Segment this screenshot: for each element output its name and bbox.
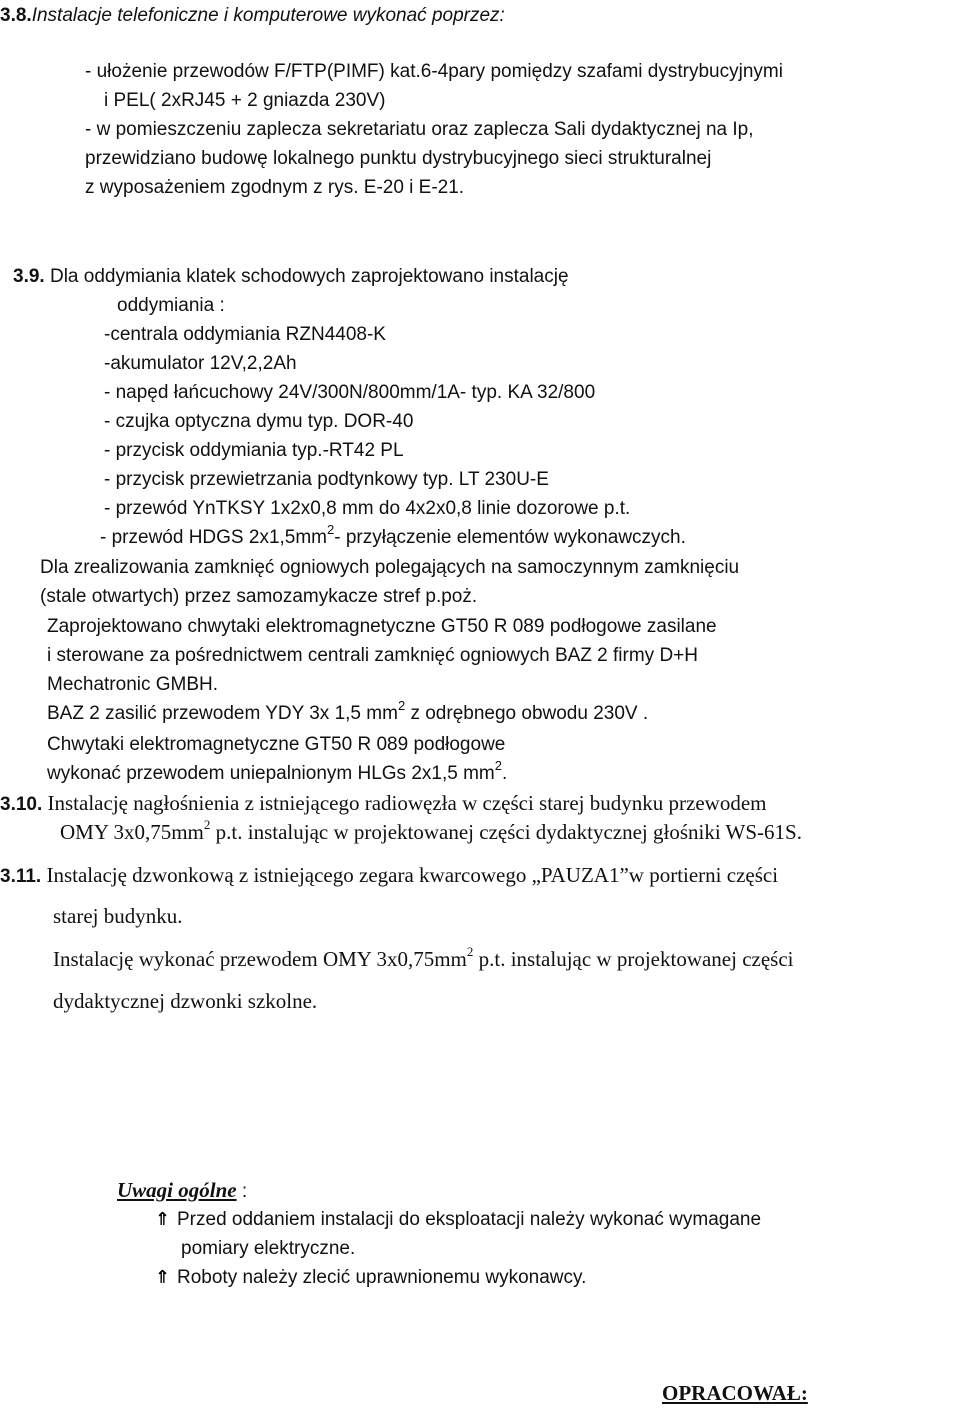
text: - przyłączenie elementów wykonawczych. — [334, 527, 686, 548]
section-3-11 — [0, 863, 778, 889]
text: Instalację nagłośnienia z istniejącego radiowęzła w części starej budynku przewodem — [47, 791, 767, 815]
list-item: - napęd łańcuchowy 24V/300N/800mm/1A- typ. KA 32/800 — [104, 382, 596, 403]
text: wykonać przewodem uniepalnionym HLGs 2x1,5 mm — [47, 763, 495, 784]
text-line: i PEL( 2xRJ45 + 2 gniazda 230V) — [104, 90, 386, 111]
text-line — [47, 697, 649, 726]
superscript: 2 — [203, 817, 211, 832]
text-line: (stale otwartych) przez samozamykacze stref p.poż. — [40, 586, 478, 607]
up-arrow-icon: ⇑ — [155, 1267, 171, 1288]
section-title: Instalacje telefoniczne i komputerowe wykonać poprzez: — [31, 5, 505, 26]
section-3-10 — [0, 791, 766, 817]
text-line: - w pomieszczeniu zaplecza sekretariatu oraz zaplecza Sali dydaktycznej na Ip, — [85, 119, 754, 140]
remark-item — [155, 1266, 586, 1290]
text-line: pomiary elektryczne. — [181, 1238, 356, 1259]
text-line: z wyposażeniem zgodnym z rys. E-20 i E-21. — [85, 177, 465, 198]
text-line: dydaktycznej dzwonki szkolne. — [53, 989, 318, 1013]
superscript: 2 — [327, 521, 335, 537]
section-number: 3.9. — [13, 266, 45, 287]
text: Roboty należy zlecić uprawnionemu wykonawcy. — [177, 1267, 587, 1288]
text: - przewód HDGS 2x1,5mm — [100, 527, 328, 548]
text: BAZ 2 zasilić przewodem YDY 3x 1,5 mm — [47, 703, 398, 724]
remarks-title: Uwagi ogólne — [117, 1178, 237, 1202]
colon: : — [236, 1181, 248, 1202]
section-3-8-heading — [0, 4, 505, 28]
text: OMY 3x0,75mm — [60, 820, 204, 844]
text-line: starej budynku. — [53, 904, 183, 928]
text-line: Zaprojektowano chwytaki elektromagnetyczne GT50 R 089 podłogowe zasilane — [47, 616, 717, 637]
text-line — [60, 817, 802, 844]
text-line — [47, 757, 508, 786]
list-item: - przycisk oddymiania typ.-RT42 PL — [104, 440, 404, 461]
superscript: 2 — [397, 697, 406, 713]
text-line: przewidziano budowę lokalnego punktu dystrybucyjnego sieci strukturalnej — [85, 148, 712, 169]
intro-text: Dla oddymiania klatek schodowych zaprojektowano instalację — [49, 266, 569, 287]
text-line: i sterowane za pośrednictwem centrali zamknięć ogniowych BAZ 2 firmy D+H — [47, 645, 699, 666]
remarks-heading — [117, 1178, 247, 1204]
text: z odrębnego obwodu 230V . — [405, 703, 649, 724]
text-line: - ułożenie przewodów F/FTP(PIMF) kat.6-4pary pomiędzy szafami dystrybucyjnymi — [85, 61, 783, 82]
text-line: Mechatronic GMBH. — [47, 674, 219, 695]
section-number: 3.8. — [0, 5, 32, 26]
section-number: 3.11. — [0, 866, 42, 887]
text-line: Chwytaki elektromagnetyczne GT50 R 089 podłogowe — [47, 734, 506, 755]
list-item: - przycisk przewietrzania podtynkowy typ. LT 230U-E — [104, 469, 549, 490]
list-item — [100, 521, 686, 550]
section-3-9-intro — [13, 265, 569, 289]
text: p.t. instalując w projektowanej części dydaktycznej głośniki WS-61S. — [210, 820, 802, 844]
text: Instalację dzwonkową z istniejącego zegara kwarcowego „PAUZA1”w portierni części — [46, 863, 779, 887]
text: Instalację wykonać przewodem OMY 3x0,75mm — [53, 947, 467, 971]
text: . — [502, 763, 508, 784]
list-item: -centrala oddymiania RZN4408-K — [104, 324, 386, 345]
text-line — [53, 944, 794, 971]
list-item: - przewód YnTKSY 1x2x0,8 mm do 4x2x0,8 linie dozorowe p.t. — [104, 498, 631, 519]
text-line: Dla zrealizowania zamknięć ogniowych polegających na samoczynnym zamknięciu — [40, 557, 740, 578]
list-item: -akumulator 12V,2,2Ah — [104, 353, 297, 374]
list-item: - czujka optyczna dymu typ. DOR-40 — [104, 411, 414, 432]
up-arrow-icon: ⇑ — [155, 1209, 171, 1230]
text: Przed oddaniem instalacji do eksploatacji należy wykonać wymagane — [177, 1209, 762, 1230]
text: p.t. instalując w projektowanej części — [473, 947, 794, 971]
remark-item — [155, 1208, 761, 1232]
section-number: 3.10. — [0, 794, 43, 815]
superscript: 2 — [494, 757, 502, 773]
text-line: oddymiania : — [117, 295, 225, 316]
signature-label: OPRACOWAŁ: — [662, 1381, 808, 1405]
superscript: 2 — [466, 944, 474, 959]
